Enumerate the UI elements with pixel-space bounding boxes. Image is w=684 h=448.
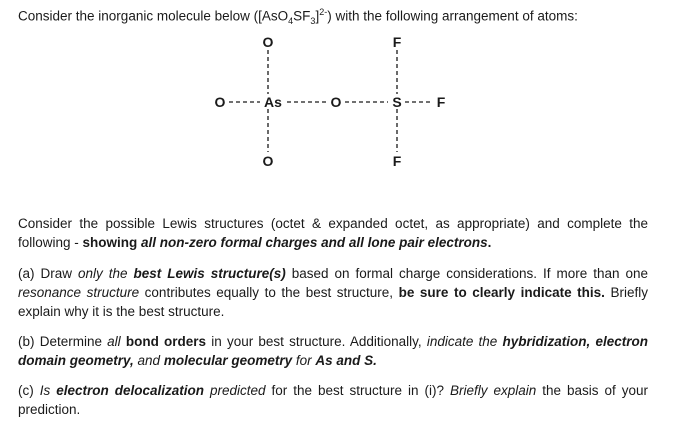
part-b-bold: bond orders xyxy=(125,334,207,349)
part-c-bold-italic: electron delocalization xyxy=(56,383,204,398)
intro-text: ] xyxy=(315,8,320,24)
part-a-bold: be sure to clearly indicate this. xyxy=(398,285,605,300)
part-a-text: Briefly explain why it is the best structure. xyxy=(18,285,648,319)
intro-text: SF xyxy=(293,8,311,24)
part-b-italic: for xyxy=(292,353,316,368)
part-b-text: in your best structure. Additionally, xyxy=(206,334,427,349)
part-a-text: based on formal charge considerations. If more than one xyxy=(285,266,648,281)
part-b-bold-italic: molecular geometry xyxy=(163,353,293,368)
instructions-end: . xyxy=(487,235,492,250)
part-c-paragraph xyxy=(18,381,648,419)
part-c-text: (c) xyxy=(18,383,40,398)
atom-f-bottom: F xyxy=(392,153,402,169)
instructions-paragraph xyxy=(18,214,648,252)
part-b-paragraph xyxy=(18,332,648,370)
atom-o-top: O xyxy=(262,34,274,50)
intro-superscript: 2- xyxy=(319,7,328,17)
part-c-text: the basis of your prediction. xyxy=(18,383,648,417)
molecule-diagram xyxy=(0,0,684,200)
atom-o-bottom: O xyxy=(262,153,274,169)
part-c-italic: Is xyxy=(39,383,57,398)
part-c-italic: Briefly explain xyxy=(449,383,537,398)
part-c-text: for the best structure in (i)? xyxy=(265,383,450,398)
part-b-text: (b) Determine xyxy=(18,334,108,349)
atom-as: As xyxy=(264,94,282,110)
atom-f-top: F xyxy=(392,34,402,50)
intro-subscript: 4 xyxy=(288,16,294,27)
instructions-bold: showing xyxy=(82,235,142,250)
atom-f-right: F xyxy=(436,94,446,110)
intro-text: ) with the following arrangement of atoms: xyxy=(327,8,578,24)
part-a-text: contributes equally to the best structure, xyxy=(139,285,399,300)
atom-s: S xyxy=(392,94,402,110)
part-b-bold-italic: hybridization, electron domain geometry, xyxy=(18,334,648,368)
instructions-bold-italic: all non-zero formal charges and all lone pair electrons xyxy=(141,235,488,250)
part-c-italic: predicted xyxy=(203,383,266,398)
part-b-italic: all xyxy=(107,334,126,349)
atom-o-bridge: O xyxy=(330,94,342,110)
atom-o-left: O xyxy=(214,94,226,110)
part-a-italic: only the xyxy=(77,266,134,281)
intro-subscript: 3 xyxy=(310,16,316,27)
part-a-bold-italic: best Lewis structure(s) xyxy=(133,266,286,281)
part-b-bold-italic: As and S. xyxy=(315,353,377,368)
part-a-paragraph xyxy=(18,264,648,321)
instructions-text: Consider the possible Lewis structures (octet & expanded octet, as appropriate) and complete the following - xyxy=(18,216,648,250)
part-a-text: (a) Draw xyxy=(18,266,78,281)
part-b-italic: and xyxy=(133,353,164,368)
intro-text: Consider the inorganic molecule below ([AsO xyxy=(18,8,289,24)
part-a-italic: resonance structure xyxy=(18,285,140,300)
part-b-italic: indicate the xyxy=(426,334,503,349)
